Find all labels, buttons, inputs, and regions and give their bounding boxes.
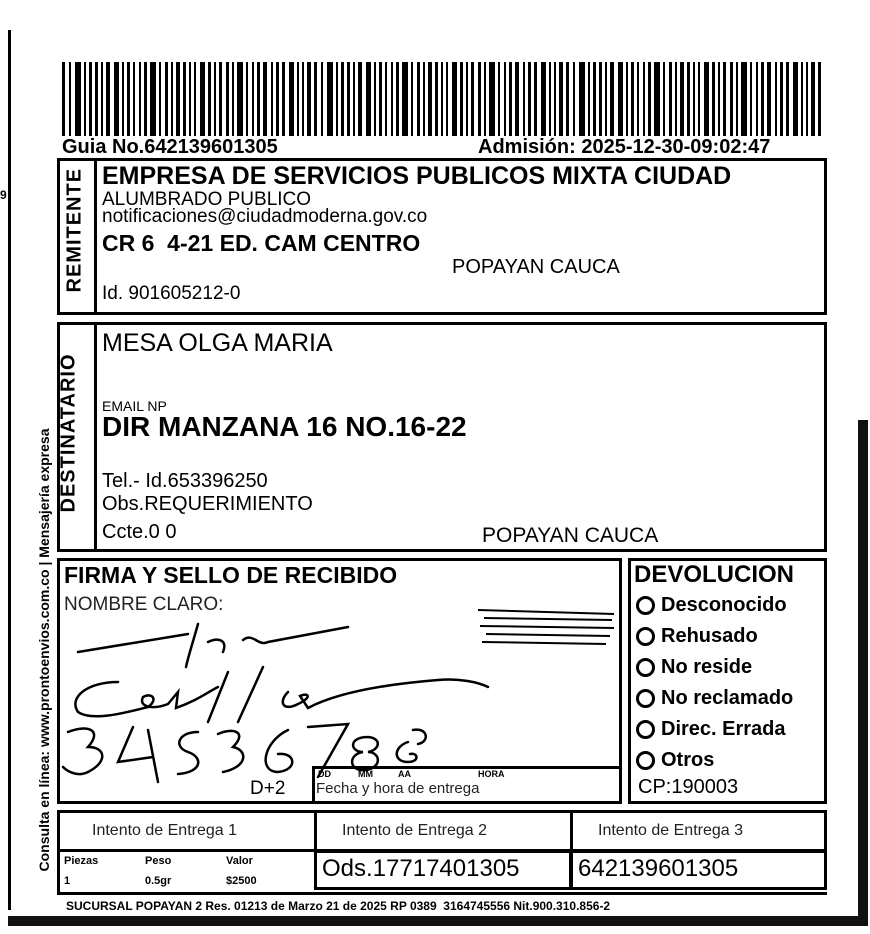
barcode-bar — [704, 62, 709, 136]
barcode — [62, 62, 827, 136]
devolucion-title: DEVOLUCION — [634, 561, 795, 588]
barcode-bar — [321, 62, 323, 136]
barcode-bar — [687, 62, 690, 136]
intento-1: Intento de Entrega 1 — [92, 822, 237, 839]
option-direc-errada[interactable]: Direc. Errada — [636, 714, 793, 745]
barcode-bar — [374, 62, 376, 136]
valor-value: $2500 — [226, 875, 257, 887]
piezas-label: Piezas — [64, 855, 99, 867]
barcode-bar — [214, 62, 216, 136]
peso-label: Peso — [145, 855, 172, 867]
barcode-bar — [541, 62, 546, 136]
barcode-bar — [194, 62, 196, 136]
barcode-bar — [144, 62, 147, 136]
barcode-bar — [271, 62, 273, 136]
barcode-bar — [391, 62, 393, 136]
barcode-bar — [297, 62, 299, 136]
destinatario-ccte: Ccte.0 0 — [102, 521, 177, 543]
barcode-bar — [150, 62, 156, 136]
barcode-bar — [252, 62, 254, 136]
barcode-bar — [693, 62, 695, 136]
remitente-ciudad: POPAYAN CAUCA — [452, 256, 620, 278]
nombre-claro-label: NOMBRE CLARO: — [64, 594, 224, 615]
barcode-bar — [786, 62, 789, 136]
option-rehusado[interactable]: Rehusado — [636, 621, 793, 652]
barcode-bar — [504, 62, 506, 136]
barcode-bar — [523, 62, 525, 136]
remitente-empresa: EMPRESA DE SERVICIOS PUBLICOS MIXTA CIUDAD — [102, 162, 732, 190]
barcode-bar — [84, 62, 86, 136]
fecha-label: Fecha y hora de entrega — [316, 780, 480, 797]
barcode-bar — [289, 62, 294, 136]
barcode-bar — [402, 62, 408, 136]
barcode-bar — [446, 62, 448, 136]
barcode-bar — [385, 62, 387, 136]
barcode-bar — [767, 62, 771, 136]
barcode-bar — [669, 62, 672, 136]
barcode-bar — [358, 62, 362, 136]
barcode-bar — [573, 62, 575, 136]
destinatario-email: EMAIL NP — [102, 398, 167, 414]
barcode-bar — [114, 62, 119, 136]
barcode-bar — [183, 62, 186, 136]
barcode-bar — [680, 62, 684, 136]
barcode-bar — [452, 62, 457, 136]
devolucion-options — [636, 590, 793, 776]
barcode-bar — [165, 62, 168, 136]
barcode-bar — [133, 62, 135, 136]
barcode-bar — [484, 62, 486, 136]
peso-value: 0.5gr — [145, 875, 172, 887]
destinatario-ciudad: POPAYAN CAUCA — [482, 524, 659, 547]
barcode-bar — [396, 62, 399, 136]
barcode-bar — [818, 62, 821, 136]
barcode-bar — [171, 62, 173, 136]
destinatario-direccion: DIR MANZANA 16 NO.16-22 — [102, 411, 467, 442]
barcode-bar — [411, 62, 413, 136]
barcode-bar — [515, 62, 519, 136]
barcode-bar — [347, 62, 350, 136]
destinatario-tel: Tel.- Id.653396250 — [102, 470, 268, 492]
barcode-bar — [806, 62, 808, 136]
barcode-bar — [631, 62, 634, 136]
barcode-bar — [106, 62, 110, 136]
barcode-bar — [648, 62, 651, 136]
barcode-bar — [307, 62, 311, 136]
admission-date: Admisión: 2025-12-30-09:02:47 — [478, 136, 771, 158]
footer-text: SUCURSAL POPAYAN 2 Res. 01213 de Marzo 21 de 2025 RP 0389 3164745556 Nit.900.310.856-2 — [66, 899, 611, 913]
barcode-bar — [282, 62, 285, 136]
cp-label: CP:190003 — [638, 776, 739, 798]
barcode-bar — [466, 62, 468, 136]
radio-icon — [636, 596, 655, 615]
barcode-bar — [618, 62, 623, 136]
barcode-bar — [554, 62, 556, 136]
barcode-bar — [605, 62, 607, 136]
guia-number: Guia No.642139601305 — [62, 136, 278, 158]
margin-mark: 9 — [0, 188, 7, 202]
barcode-bar — [460, 62, 463, 136]
barcode-bar — [263, 62, 267, 136]
barcode-bar — [159, 62, 161, 136]
barcode-bar — [588, 62, 590, 136]
barcode-bar — [89, 62, 92, 136]
destinatario-nombre: MESA OLGA MARIA — [102, 329, 333, 357]
sidebar-website-text: Consulta en línea: www.prontoenvios.com.co | Mensajería expresa — [36, 428, 52, 872]
barcode-bar — [232, 62, 234, 136]
barcode-bar — [435, 62, 438, 136]
barcode-bar — [579, 62, 585, 136]
barcode-bar — [428, 62, 432, 136]
barcode-bar — [237, 62, 243, 136]
barcode-bar — [226, 62, 229, 136]
barcode-bar — [610, 62, 614, 136]
barcode-bar — [95, 62, 98, 136]
barcode-bar — [741, 62, 747, 136]
barcode-bar — [139, 62, 141, 136]
scan-edge-right — [858, 420, 868, 926]
barcode-bar — [219, 62, 222, 136]
dd-label: DD — [318, 769, 331, 779]
intento-3: Intento de Entrega 3 — [598, 822, 743, 839]
barcode-bar — [441, 62, 443, 136]
barcode-bar — [780, 62, 783, 136]
barcode-bar — [509, 62, 512, 136]
valor-label: Valor — [226, 855, 253, 867]
barcode-bar — [200, 62, 205, 136]
barcode-bar — [593, 62, 596, 136]
hora-label: HORA — [478, 769, 505, 779]
barcode-bar — [549, 62, 551, 136]
d2-label: D+2 — [250, 778, 286, 799]
barcode-bar — [176, 62, 180, 136]
barcode-bar — [257, 62, 260, 136]
option-no-reside[interactable]: No reside — [636, 652, 793, 683]
barcode-bar — [730, 62, 733, 136]
destinatario-label: DESTINATARIO — [57, 353, 80, 513]
barcode-bar — [417, 62, 420, 136]
barcode-bar — [127, 62, 130, 136]
radio-icon — [636, 720, 655, 739]
mm-label: MM — [358, 769, 373, 779]
piezas-value: 1 — [64, 875, 71, 887]
remitente-id: Id. 901605212-0 — [102, 283, 241, 304]
guia-value: 642139601305 — [578, 855, 739, 882]
option-desconocido[interactable]: Desconocido — [636, 590, 793, 621]
barcode-bar — [314, 62, 317, 136]
option-otros[interactable]: Otros — [636, 745, 793, 776]
barcode-bar — [353, 62, 355, 136]
barcode-bar — [750, 62, 752, 136]
barcode-bar — [559, 62, 563, 136]
barcode-bar — [341, 62, 344, 136]
barcode-bar — [761, 62, 764, 136]
barcode-bar — [208, 62, 211, 136]
scan-edge-bottom — [8, 916, 863, 926]
barcode-bar — [736, 62, 738, 136]
barcode-bar — [302, 62, 304, 136]
barcode-bar — [379, 62, 382, 136]
barcode-bar — [62, 62, 65, 136]
barcode-bar — [675, 62, 677, 136]
option-no-reclamado[interactable]: No reclamado — [636, 683, 793, 714]
barcode-bar — [811, 62, 815, 136]
barcode-bar — [423, 62, 425, 136]
barcode-bar — [756, 62, 758, 136]
barcode-bar — [471, 62, 474, 136]
barcode-bar — [75, 62, 81, 136]
radio-icon — [636, 751, 655, 770]
barcode-bar — [478, 62, 481, 136]
barcode-bar — [637, 62, 639, 136]
barcode-bar — [528, 62, 531, 136]
firma-title: FIRMA Y SELLO DE RECIBIDO — [64, 562, 398, 588]
barcode-bar — [489, 62, 495, 136]
barcode-bar — [654, 62, 660, 136]
remitente-area: ALUMBRADO PUBLICO — [102, 189, 312, 210]
aa-label: AA — [398, 769, 411, 779]
barcode-bar — [718, 62, 720, 136]
radio-icon — [636, 658, 655, 677]
barcode-bar — [698, 62, 700, 136]
barcode-bar — [723, 62, 726, 136]
barcode-bar — [366, 62, 371, 136]
barcode-bar — [793, 62, 798, 136]
barcode-bar — [69, 62, 71, 136]
barcode-bar — [643, 62, 645, 136]
scan-edge-left — [8, 30, 11, 910]
barcode-bar — [276, 62, 279, 136]
radio-icon — [636, 689, 655, 708]
barcode-bar — [122, 62, 124, 136]
radio-icon — [636, 627, 655, 646]
barcode-bar — [101, 62, 103, 136]
barcode-bar — [534, 62, 537, 136]
remitente-direccion: CR 6 4-21 ED. CAM CENTRO — [102, 230, 421, 256]
barcode-bar — [712, 62, 715, 136]
barcode-bar — [775, 62, 777, 136]
destinatario-obs: Obs.REQUERIMIENTO — [102, 493, 313, 515]
barcode-bar — [626, 62, 628, 136]
barcode-bar — [599, 62, 602, 136]
barcode-bar — [189, 62, 191, 136]
barcode-bar — [801, 62, 803, 136]
barcode-bar — [246, 62, 248, 136]
intento-2: Intento de Entrega 2 — [342, 822, 487, 839]
barcode-bar — [566, 62, 569, 136]
remitente-email: notificaciones@ciudadmoderna.gov.co — [102, 206, 428, 227]
remitente-label: REMITENTE — [63, 167, 86, 293]
barcode-bar — [663, 62, 665, 136]
barcode-bar — [336, 62, 338, 136]
barcode-bar — [498, 62, 500, 136]
ods-value: Ods.17717401305 — [322, 855, 520, 882]
barcode-bar — [327, 62, 333, 136]
